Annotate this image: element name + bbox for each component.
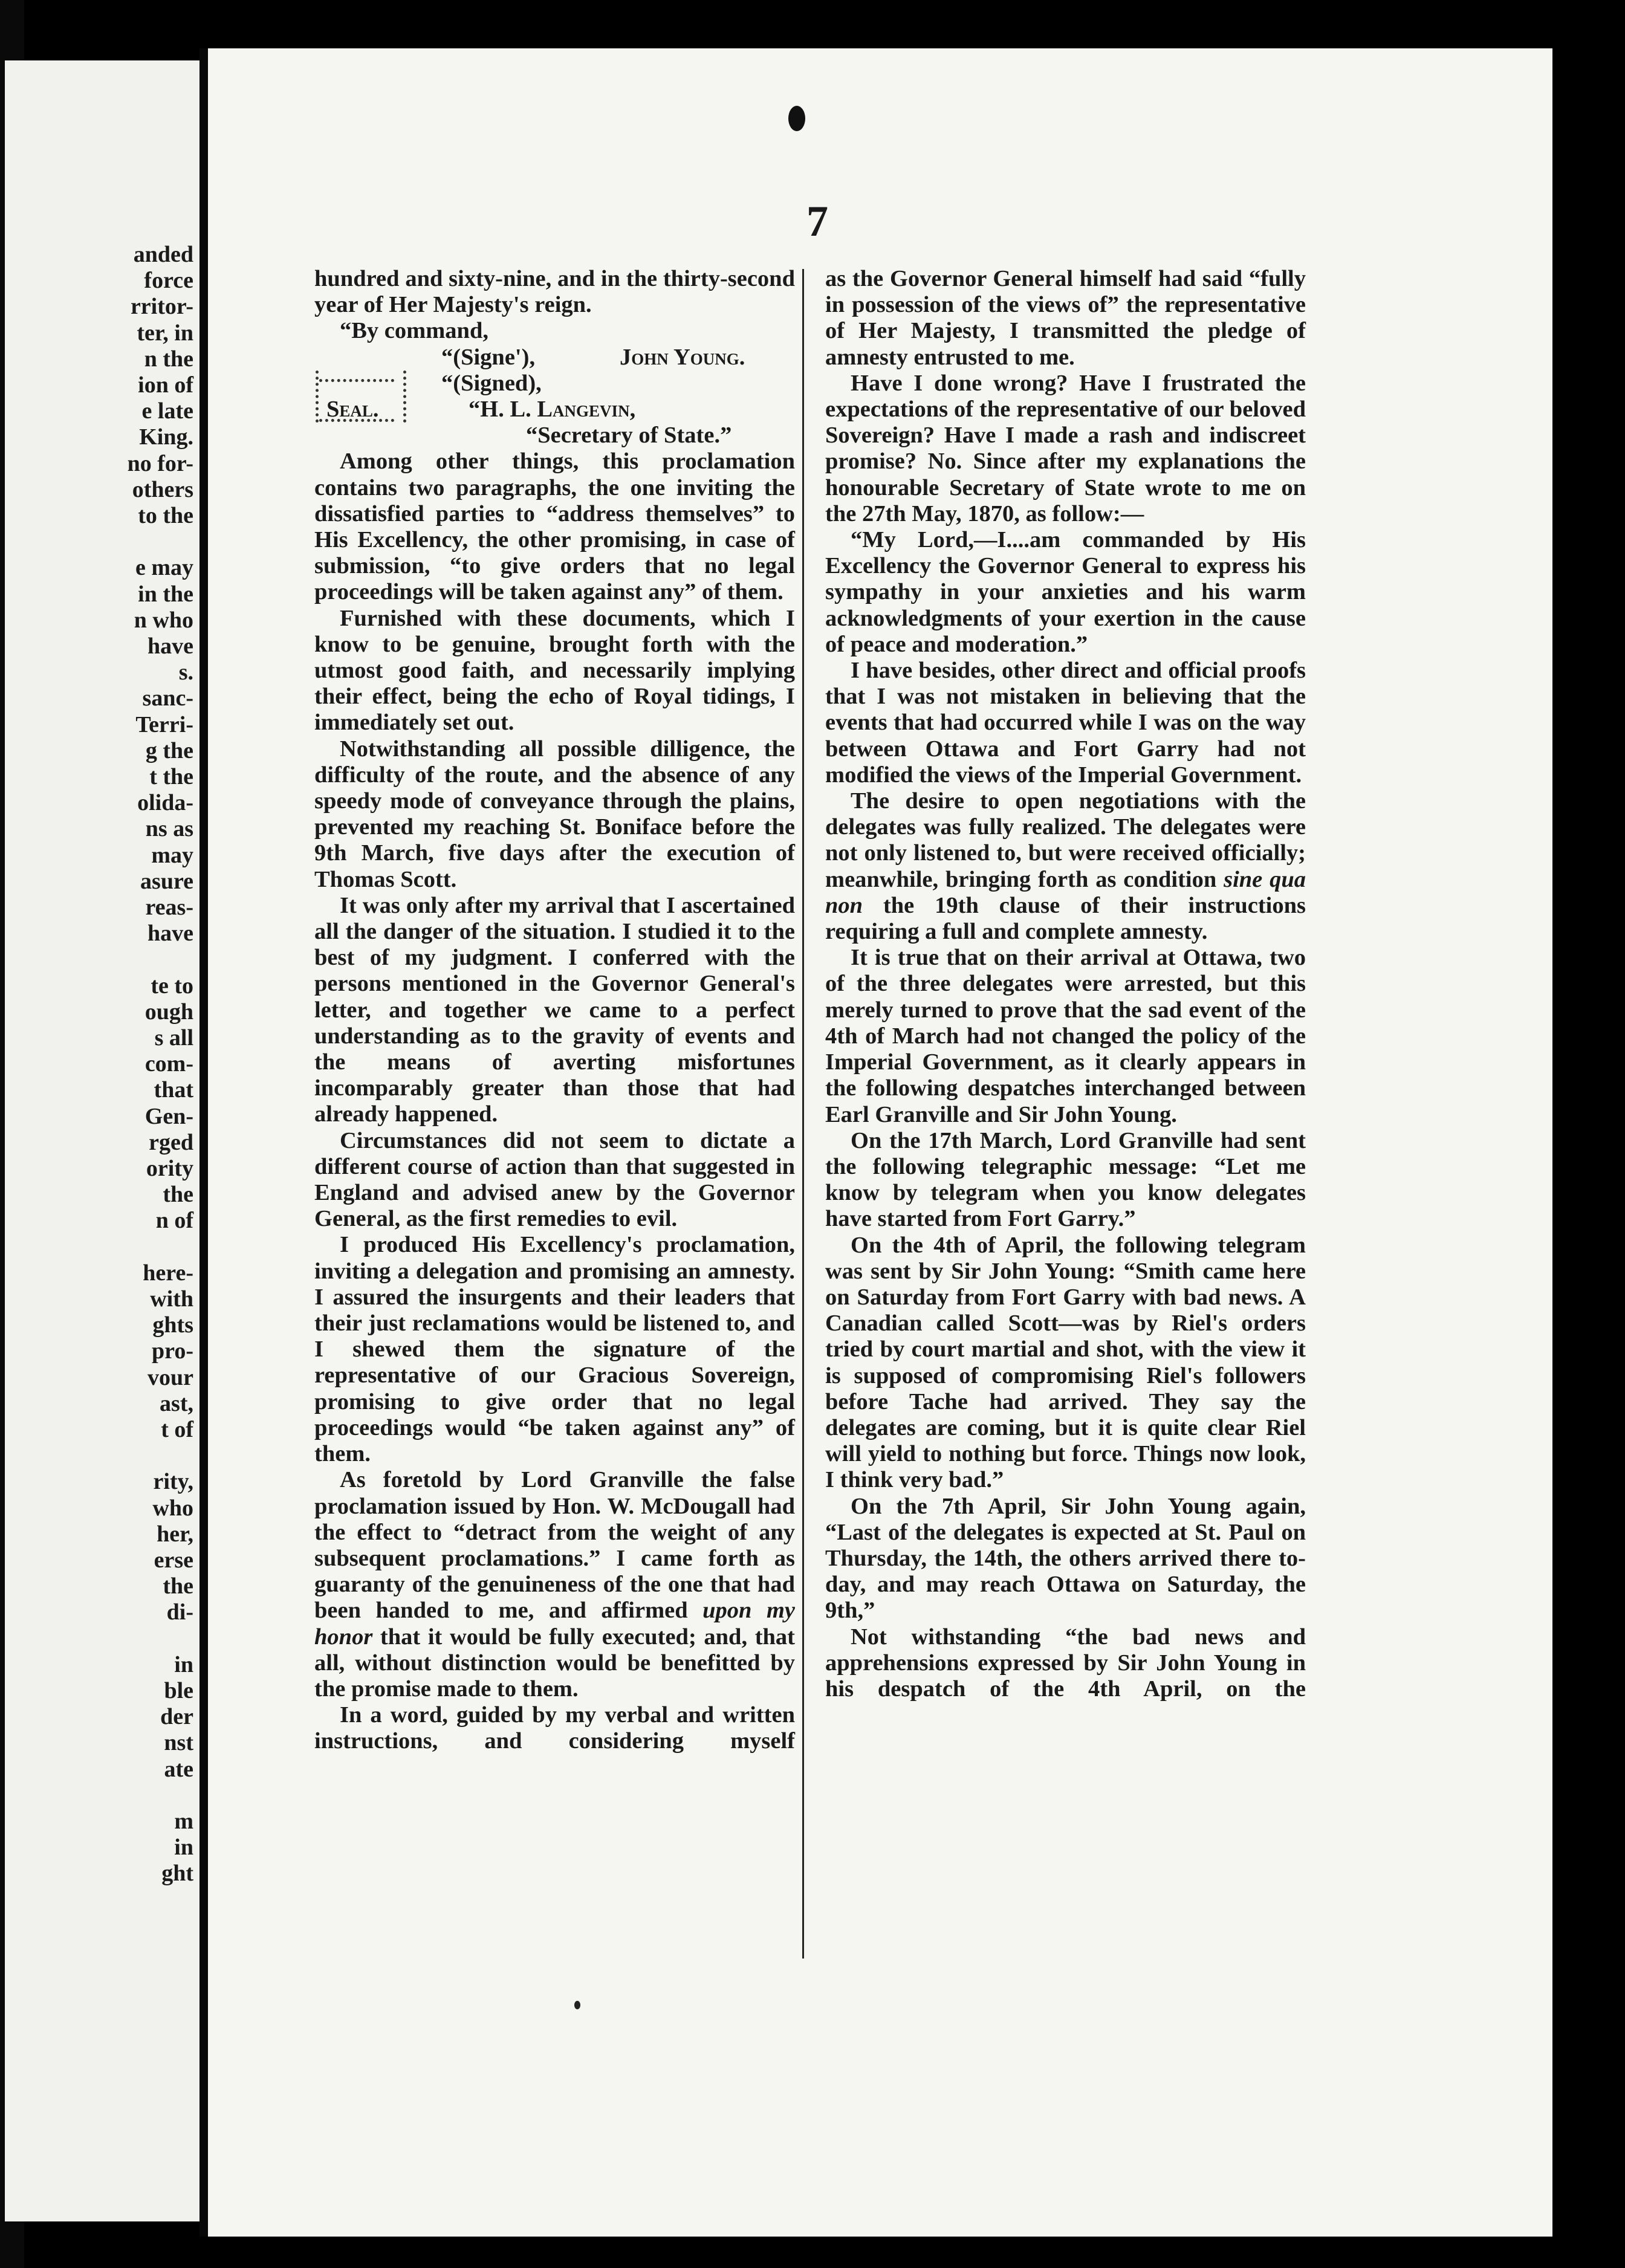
ink-speck <box>574 2001 580 2009</box>
paragraph: I produced His Excellency's proclamation, inviting a delegation and promising an amnesty. I assured the insurgents and their leaders that their just reclamations would be listened to, and I shewed them the signature of the representative of our Gracious Sovereign, promising to give order that no legal proceedings would “be taken against any” of them. <box>314 1232 795 1467</box>
previous-page-fragment: te to <box>151 973 193 999</box>
signature-line-1 <box>314 345 795 371</box>
ink-blot <box>788 106 805 131</box>
previous-page-fragment: with <box>150 1286 193 1312</box>
book-gutter <box>199 48 208 2237</box>
paragraph: Not withstanding “the bad news and apprehensions expressed by Sir John Young in his despatch of the 4th April, on the <box>825 1624 1306 1702</box>
left-column <box>314 266 795 1755</box>
previous-page-fragment: erse <box>154 1547 193 1573</box>
previous-page-fragment: n who <box>134 607 193 633</box>
previous-page-fragment: no for- <box>127 450 193 476</box>
paragraph: As foretold by Lord Granville the false proclamation issued by Hon. W. McDougall had the effect to “detract from the weight of any subsequent proclamations.” I came forth as guaranty of the genuineness of the one that had been handed to me, and affirmed upon my honor that it would be fully executed; and, that all, without distinction would be benefitted by the promise made to them. <box>314 1467 795 1702</box>
previous-page-fragment: com- <box>144 1051 193 1077</box>
previous-page-fragment: ast, <box>160 1390 193 1416</box>
previous-page-fragment: Gen- <box>144 1103 193 1129</box>
paragraph: hundred and sixty-nine, and in the thirty-second year of Her Majesty's reign. <box>314 266 795 318</box>
column-divider <box>802 269 804 1959</box>
previous-page-fragment: ter, in <box>137 320 193 346</box>
previous-page-fragment: ght <box>161 1861 193 1887</box>
previous-page-fragment: Terri- <box>135 711 193 737</box>
previous-page-fragment: to the <box>138 503 193 528</box>
previous-page-fragment: ority <box>146 1156 193 1181</box>
paragraph: On the 17th March, Lord Granville had sent the following telegraphic message: “Let me know by telegram when you know delegates have started from Fort Garry.” <box>825 1127 1306 1232</box>
previous-page-text-fragments <box>5 242 199 2176</box>
paragraph: Notwithstanding all possible dilligence, the difficulty of the route, and the absence of any speedy mode of conveyance through the plains, prevented my reaching St. Boniface before the 9th March, five days after the execution of Thomas Scott. <box>314 736 795 892</box>
paragraph: The desire to open negotiations with the delegates was fully realized. The delegates were not only listened to, but were received officially; meanwhile, bringing forth as condition sine qua non the 19th clause of their instructions requiring a full and complete amnesty. <box>825 788 1306 945</box>
seal-signature-block <box>314 371 795 423</box>
by-command-line: “By command, <box>340 318 488 344</box>
previous-page-fragment: pro- <box>152 1338 193 1364</box>
previous-page-fragment: m <box>174 1809 193 1834</box>
previous-page-fragment: der <box>160 1704 193 1730</box>
paragraph: Have I done wrong? Have I frustrated the expectations of the representative of our beloved Sovereign? Have I made a rash and indiscreet promise? No. Since after my explanations the honourable Secretary of State wrote to me on the 27th May, 1870, as follow:— <box>825 370 1306 526</box>
signatory-title-line <box>314 423 795 449</box>
paragraph: “My Lord,—I....am commanded by His Excellency the Governor General to express his sympathy in your anxieties and his warm acknowledgments of your exertion in the cause of peace and moderation.” <box>825 527 1306 657</box>
previous-page-fragment: t the <box>149 764 193 789</box>
previous-page-fragment: s. <box>178 659 193 685</box>
paragraph: Among other things, this proclamation contains two paragraphs, the one inviting the dissatisfied parties to “address themselves” to His Excellency, the other promising, in case of submission, “to give orders that no legal proceedings will be taken against any” of them. <box>314 449 795 605</box>
previous-page-fragment: who <box>152 1495 193 1521</box>
previous-page-fragment: rged <box>149 1129 193 1155</box>
previous-page-fragment: that <box>154 1077 193 1103</box>
previous-page-fragment: ble <box>164 1678 193 1703</box>
previous-page-fragment: the <box>163 1573 193 1599</box>
paragraph: Circumstances did not seem to dictate a different course of action than that suggested in England and advised anew by the Governor General, as the first remedies to evil. <box>314 1127 795 1232</box>
previous-page-fragment: olida- <box>137 790 193 816</box>
previous-page-fragment: King. <box>139 424 193 450</box>
seal-label: Seal. <box>326 396 379 422</box>
previous-page-fragment: her, <box>157 1521 193 1547</box>
scan-border-right <box>1552 0 1625 2268</box>
previous-page-fragment: ns as <box>145 816 193 842</box>
previous-page-fragment: here- <box>143 1260 193 1286</box>
previous-page-fragment: di- <box>166 1599 193 1625</box>
paragraph: as the Governor General himself had said “fully in possession of the views of” the representative of Her Majesty, I transmitted the pledge of amnesty entrusted to me. <box>825 266 1306 370</box>
previous-page-fragment: nst <box>164 1730 193 1756</box>
previous-page-fragment: t of <box>161 1417 193 1442</box>
previous-page-fragment: in the <box>138 581 193 607</box>
signatory-title: “Secretary of State.” <box>526 423 732 449</box>
signed-label: “(Signed), <box>441 370 542 396</box>
signatory-name: “H. L. Langevin, <box>469 396 636 422</box>
previous-page-fragment: rity, <box>153 1469 193 1495</box>
paragraph: I have besides, other direct and official proofs that I was not mistaken in believing that the events that had occurred while I was on the way between Ottawa and Fort Garry had not modified the views of the Imperial Government. <box>825 658 1306 788</box>
previous-page-fragment: ate <box>164 1756 193 1782</box>
paragraph: In a word, guided by my verbal and written instructions, and considering myself <box>314 1702 795 1754</box>
previous-page-fragment: have <box>148 921 193 947</box>
previous-page-fragment: sanc- <box>142 685 193 711</box>
previous-page-fragment: have <box>148 633 193 659</box>
signatory-name: John Young. <box>620 344 745 370</box>
previous-page-fragment: g the <box>145 737 193 763</box>
paragraph: On the 7th April, Sir John Young again, “Last of the delegates is expected at St. Paul on Thursday, the 14th, the others arrived there to-day, and may reach Ottawa on Saturday, the 9th,” <box>825 1493 1306 1624</box>
previous-page-fragment: in <box>174 1835 193 1861</box>
previous-page-fragment: asure <box>140 868 193 894</box>
right-column <box>825 266 1306 1702</box>
previous-page-fragment: rritor- <box>130 294 193 320</box>
previous-page-edge <box>5 60 199 2221</box>
signed-label: “(Signe'), <box>441 344 536 370</box>
previous-page-fragment: ghts <box>152 1312 193 1338</box>
previous-page-fragment: ion of <box>138 372 193 398</box>
previous-page-fragment: n the <box>144 346 193 372</box>
paragraph: On the 4th of April, the following telegram was sent by Sir John Young: “Smith came here on Saturday from Fort Garry with bad news. A Canadian called Scott—was by Riel's orders tried by court martial and shot, with the view it is supposed of compromising Riel's followers before Tache had arrived. They say the delegates are coming, but it is quite clear Riel will yield to nothing but force. Things now look, I think very bad.” <box>825 1232 1306 1493</box>
paragraph: It is true that on their arrival at Ottawa, two of the three delegates were arrested, but this merely turned to prove that the sad event of the 4th of March had not changed the policy of the Imperial Government, as it clearly appears in the following despatches interchanged between Earl Granville and Sir John Young. <box>825 945 1306 1127</box>
previous-page-fragment: anded <box>133 242 193 267</box>
page <box>208 48 1552 2237</box>
page-number: 7 <box>806 197 828 245</box>
previous-page-fragment: e may <box>135 555 193 581</box>
previous-page-fragment: others <box>132 476 193 502</box>
previous-page-fragment: e late <box>141 398 193 424</box>
previous-page-fragment: s all <box>154 1025 193 1051</box>
previous-page-fragment: the <box>163 1182 193 1208</box>
paragraph: It was only after my arrival that I ascertained all the danger of the situation. I studied it to the best of my judgment. I conferred with the persons mentioned in the Governor General's letter, and together we came to a perfect understanding as to the gravity of events and the means of averting misfortunes incomparably greater than those that had already happened. <box>314 892 795 1127</box>
previous-page-fragment: in <box>174 1651 193 1677</box>
paragraph: Furnished with these documents, which I know to be genuine, brought forth with the utmost good faith, and necessarily implying their effect, being the echo of Royal tidings, I immediately set out. <box>314 605 795 736</box>
previous-page-fragment: force <box>144 268 193 294</box>
previous-page-fragment: n of <box>155 1208 193 1234</box>
previous-page-fragment: reas- <box>145 895 193 920</box>
previous-page-fragment: ough <box>144 999 193 1025</box>
previous-page-fragment: may <box>151 842 193 868</box>
previous-page-fragment: vour <box>148 1364 193 1390</box>
